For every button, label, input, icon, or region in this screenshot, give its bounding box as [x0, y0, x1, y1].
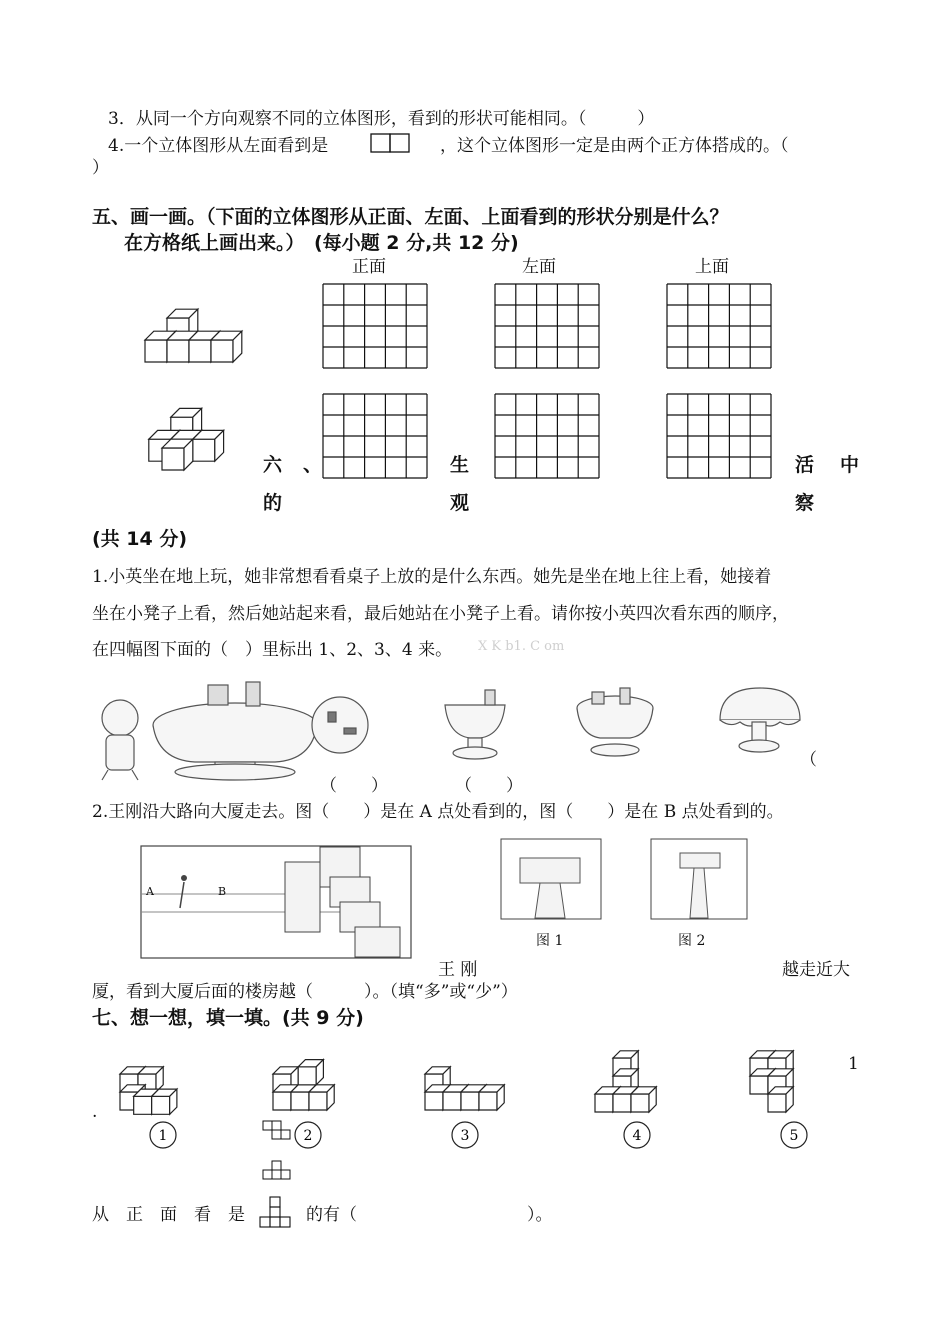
section-6-char-3: 生: [450, 454, 470, 476]
figure-1-building: [500, 838, 602, 920]
grid-left-2[interactable]: [494, 393, 600, 479]
figure-2-building: [650, 838, 748, 920]
section-7-dot: .: [92, 1102, 98, 1122]
figure-number-circle-5: [779, 1120, 809, 1150]
section-7-figure-2: [268, 1040, 378, 1120]
table-view-pictures: [80, 680, 860, 780]
true-false-question-4-end: ，这个立体图形一定是由两个正方体搭成的。（: [440, 136, 789, 156]
question-6-2-end: 厦，看到大厦后面的楼房越（ ）。（填“多”或“少”）: [92, 982, 518, 1002]
table-top-view: [312, 697, 368, 753]
section-6-char-1: 六: [263, 454, 283, 476]
cube-figure-2: [135, 400, 245, 480]
answer-paren-a[interactable]: （ ）: [320, 776, 388, 796]
section-7-figure-3: [420, 1040, 530, 1120]
section-6-char-4: 活: [795, 454, 815, 476]
small-grid-icon-b: [262, 1160, 292, 1182]
section-6-score: (共 14 分): [92, 528, 188, 550]
svg-text:1: 1: [158, 1128, 168, 1144]
section-6-char-5: 中: [840, 454, 860, 476]
true-false-question-3: 3．从同一个方向观察不同的立体图形，看到的形状可能相同。（ ）: [108, 109, 655, 129]
two-square-left-view-icon: [370, 133, 412, 153]
question-6-1-line3: 在四幅图下面的（ ）里标出 1、2、3、4 来。: [92, 640, 453, 660]
table-high-view: [577, 688, 653, 756]
girl-figure: [102, 700, 138, 780]
front-view-shape-icon: [258, 1196, 294, 1232]
question-6-1-line2: 坐在小凳子上看，然后她站起来看，最后她站在小凳子上看。请你按小英四次看东西的顺序，: [92, 604, 789, 624]
question-6-2-continue: 越走近大: [782, 960, 850, 980]
figure-number-circle-1: [148, 1120, 178, 1150]
answer-paren-c[interactable]: （: [800, 750, 817, 770]
section-6-char-7: 观: [450, 492, 470, 514]
grid-top-1[interactable]: [666, 283, 772, 369]
question-6-2: 2.王刚沿大路向大厦走去。图（ ）是在 A 点处看到的，图（ ）是在 B 点处看到的。: [92, 802, 784, 822]
section-6-char-6: 的: [263, 492, 283, 514]
section-7-title: 七、想一想，填一填。(共 9 分): [92, 1007, 364, 1029]
figure-2-label: 图 2: [678, 933, 706, 949]
table-low-view: [153, 682, 317, 780]
figure-number-circle-4: [622, 1120, 652, 1150]
true-false-question-4-start: 4.一个立体图形从左面看到是: [108, 136, 329, 156]
column-label-left: 左面: [522, 257, 556, 277]
section-5-title-line2: 在方格纸上画出来。） (每小题 2 分,共 12 分): [124, 232, 519, 254]
column-label-front: 正面: [352, 257, 386, 277]
point-a-label: A: [146, 885, 154, 898]
point-b-label: B: [218, 885, 227, 898]
grid-top-2[interactable]: [666, 393, 772, 479]
road-building-picture: [140, 842, 412, 960]
question-6-1-line1: 1.小英坐在地上玩，她非常想看看桌子上放的是什么东西。她先是坐在地上往上看，她接着: [92, 567, 772, 587]
table-bottom-view: [720, 688, 800, 752]
section-7-side-number: 1: [848, 1054, 859, 1074]
svg-text:4: 4: [632, 1128, 642, 1144]
column-label-top: 上面: [695, 257, 729, 277]
figure-number-circle-3: [450, 1120, 480, 1150]
svg-text:3: 3: [460, 1128, 470, 1144]
question-4-close-paren: ）: [92, 158, 109, 178]
section-7-figure-5: [745, 1042, 835, 1122]
section-5-title-line1: 五、画一画。（下面的立体图形从正面、左面、上面看到的形状分别是什么？: [92, 206, 729, 228]
watermark: X K b1. C om: [478, 639, 565, 654]
answer-paren-b[interactable]: （ ）: [455, 776, 523, 796]
grid-front-1[interactable]: [322, 283, 428, 369]
front-view-question-suffix[interactable]: 的有（ ）。: [306, 1205, 553, 1225]
grid-front-2[interactable]: [322, 393, 428, 479]
grid-left-1[interactable]: [494, 283, 600, 369]
section-7-figure-4: [590, 1042, 700, 1122]
section-6-char-8: 察: [795, 492, 815, 514]
front-view-question-prefix: 从 正 面 看 是: [92, 1205, 245, 1225]
section-7-figure-1: [115, 1040, 225, 1120]
svg-text:5: 5: [789, 1128, 799, 1144]
figure-number-circle-2: [293, 1120, 323, 1150]
figure-1-label: 图 1: [536, 933, 564, 949]
table-side-view: [445, 690, 505, 759]
section-6-char-2: 、: [303, 454, 323, 476]
cube-figure-1: [140, 292, 250, 372]
svg-text:2: 2: [303, 1128, 313, 1144]
small-grid-icon-a: [262, 1120, 292, 1142]
wanggang-label: 王 刚: [438, 960, 478, 980]
